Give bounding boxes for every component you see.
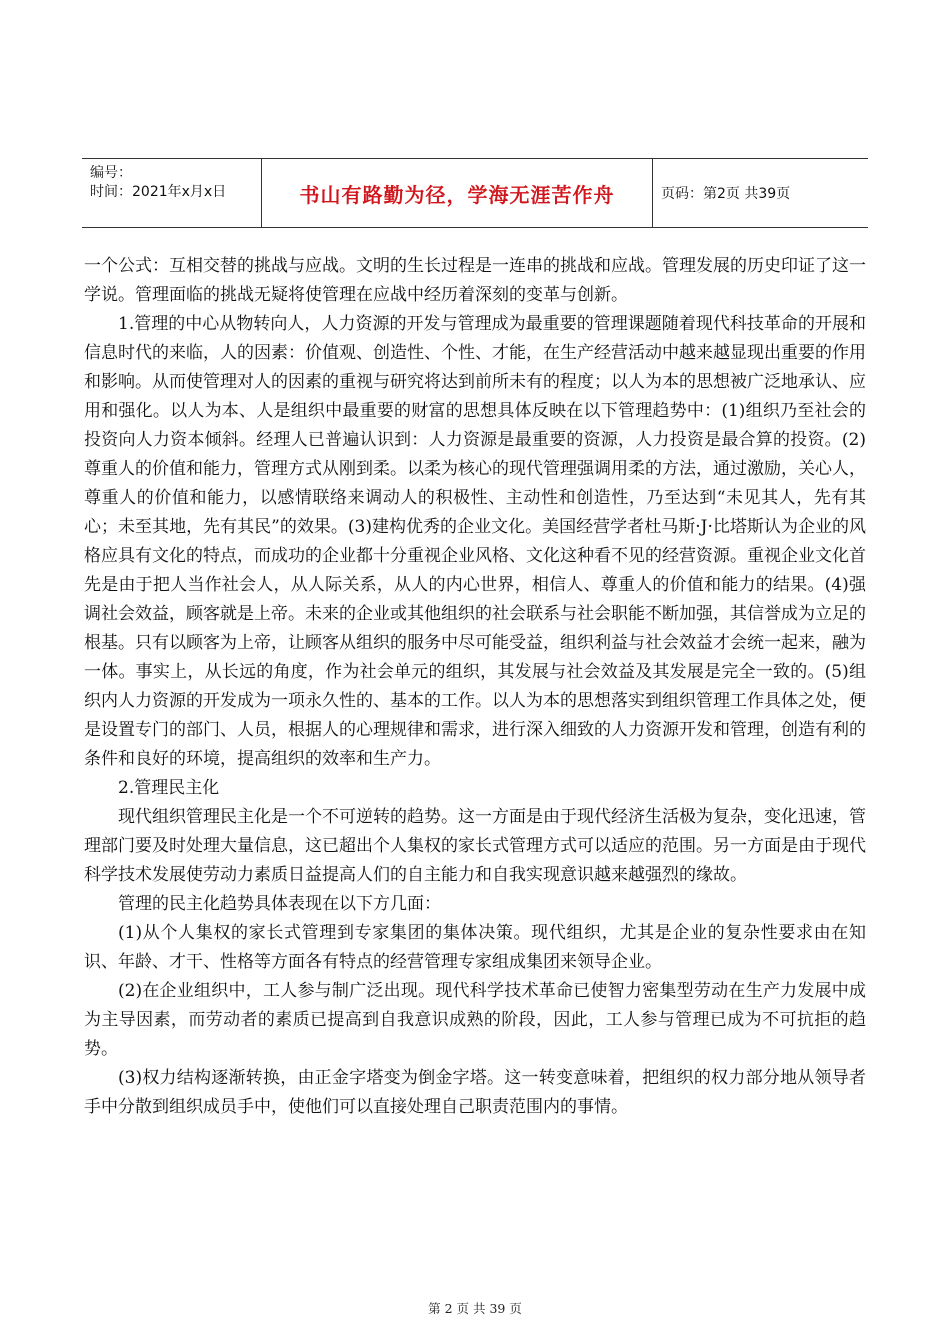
- paragraph-point-1: (1)从个人集权的家长式管理到专家集团的集体决策。现代组织，尤其是企业的复杂性要求由在知识、年龄、才干、性格等方面各有特点的经营管理专家组成集团来领导企业。: [84, 923, 866, 972]
- header-page-code: 页码：第2页 共39页: [661, 186, 791, 202]
- paragraph-democratization-intro: 现代组织管理民主化是一个不可逆转的趋势。这一方面是由于现代经济生活极为复杂，变化迅速，管理部门要及时处理大量信息，这已超出个人集权的家长式管理方式可以适应的范围。另一方面是由于现代科学技术发展使劳动力素质日益提高人们的自主能力和自我实现意识越来越强烈的缘故。: [84, 807, 866, 885]
- page-footer: 第 2 页 共 39 页: [428, 1301, 522, 1316]
- header-meta: [82, 159, 261, 227]
- paragraph-point-3: (3)权力结构逐渐转换，由正金字塔变为倒金字塔。这一转变意味着，把组织的权力部分地从领导者手中分散到组织成员手中，使他们可以直接处理自己职责范围内的事情。: [84, 1068, 866, 1117]
- paragraph-section-1: 1.管理的中心从物转向人，人力资源的开发与管理成为最重要的管理课题随着现代科技革命的开展和信息时代的来临，人的因素：价值观、创造性、个性、才能，在生产经营活动中越来越显现出重要的作用和影响。从而使管理对人的因素的重视与研究将达到前所未有的程度；以人为本的思想被广泛地承认、应用和强化。以人为本、人是组织中最重要的财富的思想具体反映在以下管理趋势中：(1)组织乃至社会的投资向人力资本倾斜。经理人已普遍认识到：人力资源是最重要的资源，人力投资是最合算的投资。(2)尊重人的价值和能力，管理方式从刚到柔。以柔为核心的现代管理强调用柔的方法，通过激励，关心人，尊重人的价值和能力，以感情联络来调动人的积极性、主动性和创造性，乃至达到“未见其人，先有其心；未至其地，先有其民”的效果。(3)建构优秀的企业文化。美国经营学者杜马斯·J·比塔斯认为企业的风格应具有文化的特点，而成功的企业都十分重视企业风格、文化这种看不见的经营资源。重视企业文化首先是由于把人当作社会人，从人际关系，从人的内心世界，相信人、尊重人的价值和能力的结果。(4)强调社会效益，顾客就是上帝。未来的企业或其他组织的社会联系与社会职能不断加强，其信誉成为立足的根基。只有以顾客为上帝，让顾客从组织的服务中尽可能受益，组织利益与社会效益才会统一起来，融为一体。事实上，从长远的角度，作为社会单元的组织，其发展与社会效益及其发展是完全一致的。(5)组织内人力资源的开发成为一项永久性的、基本的工作。以人为本的思想落实到组织管理工作具体之处，便是设置专门的部门、人员，根据人的心理规律和需求，进行深入细致的人力资源开发和管理，创造有利的条件和良好的环境，提高组织的效率和生产力。: [84, 314, 866, 769]
- document-body: [84, 252, 866, 1122]
- paragraph-trends-lead: 管理的民主化趋势具体表现在以下方几面：: [118, 894, 441, 914]
- document-number-label: 编号：: [90, 165, 132, 181]
- paragraph-point-2: (2)在企业组织中，工人参与制广泛出现。现代科学技术革命已使智力密集型劳动在生产力发展中成为主导因素，而劳动者的素质已提高到自我意识成熟的阶段，因此，工人参与管理已成为不可抗拒的趋势。: [84, 981, 866, 1059]
- section-heading-2: 2.管理民主化: [118, 778, 220, 798]
- header-table: [82, 158, 868, 228]
- header-motto: 书山有路勤为径，学海无涯苦作舟: [261, 159, 653, 227]
- paragraph-continuation: 一个公式：互相交替的挑战与应战。文明的生长过程是一连串的挑战和应战。管理发展的历史印证了这一学说。管理面临的挑战无疑将使管理在应战中经历着深刻的变革与创新。: [84, 256, 866, 305]
- document-date-label: 时间：2021年x月x日: [90, 184, 227, 200]
